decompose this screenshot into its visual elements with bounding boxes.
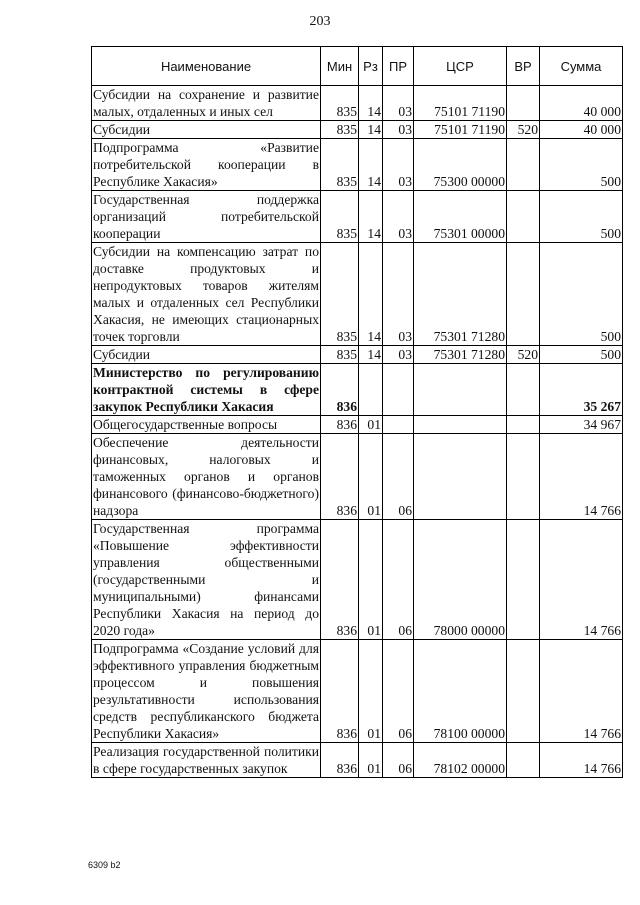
row-vr [507, 743, 540, 778]
row-name: Субсидии [92, 346, 321, 364]
table-header-row [92, 47, 623, 86]
row-name: Реализация государственной политики в сфере государственных закупок [93, 744, 319, 776]
header-sum: Сумма [540, 47, 623, 86]
table-row [92, 243, 623, 346]
table-row [92, 121, 623, 139]
row-min: 835 [321, 121, 359, 139]
row-pr: 06 [383, 520, 414, 640]
row-name: Подпрограмма «Создание условий для эффективного управления бюджетным процессом и повышения результативности использования средств республиканского бюджета Республики Хакасия» [93, 641, 319, 741]
row-min: 836 [321, 364, 359, 416]
table-row [92, 346, 623, 364]
row-csr [414, 434, 507, 520]
row-sum: 14 766 [540, 520, 623, 640]
row-name: Государственная поддержка организаций потребительской кооперации [93, 192, 319, 241]
row-vr [507, 416, 540, 434]
row-pr: 03 [383, 346, 414, 364]
row-pr: 03 [383, 121, 414, 139]
row-pr: 06 [383, 743, 414, 778]
row-min: 836 [321, 416, 359, 434]
row-sum: 34 967 [540, 416, 623, 434]
row-pr [383, 416, 414, 434]
footer-code: 6309 b2 [88, 860, 121, 870]
row-vr: 520 [507, 346, 540, 364]
row-csr: 78102 00000 [414, 743, 507, 778]
row-min: 836 [321, 743, 359, 778]
table-row [92, 434, 623, 520]
row-rz: 01 [359, 520, 383, 640]
header-vr: ВР [507, 47, 540, 86]
row-pr: 03 [383, 139, 414, 191]
row-rz: 14 [359, 191, 383, 243]
row-name: Общегосударственные вопросы [92, 416, 321, 434]
row-name: Подпрограмма «Развитие потребительской кооперации в Республике Хакасия» [93, 140, 319, 189]
table-row [92, 86, 623, 121]
table-row [92, 191, 623, 243]
row-vr: 520 [507, 121, 540, 139]
row-csr: 75301 71280 [414, 243, 507, 346]
row-min: 835 [321, 346, 359, 364]
row-vr [507, 364, 540, 416]
row-csr [414, 364, 507, 416]
row-rz [359, 364, 383, 416]
row-name: Обеспечение деятельности финансовых, налоговых и таможенных органов и органов финансового (финансово-бюджетного) надзора [93, 435, 319, 518]
row-min: 836 [321, 520, 359, 640]
row-pr [383, 364, 414, 416]
row-pr: 03 [383, 86, 414, 121]
header-min: Мин [321, 47, 359, 86]
row-vr [507, 191, 540, 243]
row-pr: 03 [383, 243, 414, 346]
row-sum: 40 000 [540, 86, 623, 121]
row-sum: 14 766 [540, 640, 623, 743]
row-rz: 01 [359, 416, 383, 434]
table-row [92, 743, 623, 778]
row-min: 835 [321, 191, 359, 243]
row-csr: 78100 00000 [414, 640, 507, 743]
row-sum: 500 [540, 191, 623, 243]
row-vr [507, 434, 540, 520]
row-vr [507, 86, 540, 121]
row-sum: 14 766 [540, 434, 623, 520]
row-rz: 01 [359, 743, 383, 778]
budget-table [91, 46, 623, 778]
header-name: Наименование [92, 47, 321, 86]
header-rz: Рз [359, 47, 383, 86]
row-csr: 75301 71280 [414, 346, 507, 364]
row-csr [414, 416, 507, 434]
table-row [92, 640, 623, 743]
header-csr: ЦСР [414, 47, 507, 86]
table-row [92, 416, 623, 434]
row-min: 836 [321, 434, 359, 520]
row-pr: 06 [383, 434, 414, 520]
row-name: Министерство по регулированию контрактной системы в сфере закупок Республики Хакасия [93, 365, 319, 414]
row-sum: 35 267 [540, 364, 623, 416]
table-row [92, 520, 623, 640]
row-vr [507, 243, 540, 346]
row-min: 835 [321, 139, 359, 191]
page-number: 203 [309, 14, 331, 29]
row-min: 835 [321, 243, 359, 346]
row-csr: 75101 71190 [414, 121, 507, 139]
row-rz: 14 [359, 243, 383, 346]
row-sum: 500 [540, 346, 623, 364]
table-row [92, 364, 623, 416]
row-csr: 75300 00000 [414, 139, 507, 191]
row-vr [507, 139, 540, 191]
row-rz: 14 [359, 86, 383, 121]
row-name: Субсидии на сохранение и развитие малых, отдаленных и иных сел [93, 87, 319, 119]
row-pr: 06 [383, 640, 414, 743]
header-pr: ПР [383, 47, 414, 86]
row-rz: 14 [359, 139, 383, 191]
row-pr: 03 [383, 191, 414, 243]
row-sum: 500 [540, 243, 623, 346]
row-vr [507, 640, 540, 743]
row-min: 835 [321, 86, 359, 121]
row-csr: 75301 00000 [414, 191, 507, 243]
table-body [92, 86, 623, 778]
row-rz: 14 [359, 346, 383, 364]
row-sum: 500 [540, 139, 623, 191]
row-name: Государственная программа «Повышение эффективности управления общественными (государственными и муниципальными) финансами Республики Хакасия на период до 2020 года» [93, 521, 319, 638]
row-csr: 78000 00000 [414, 520, 507, 640]
row-rz: 01 [359, 640, 383, 743]
row-name: Субсидии на компенсацию затрат по доставке продуктовых и непродуктовых товаров жителям малых и отдаленных сел Республики Хакасия, не имеющих стационарных точек торговли [93, 244, 319, 344]
row-name: Субсидии [92, 121, 321, 139]
row-sum: 40 000 [540, 121, 623, 139]
row-vr [507, 520, 540, 640]
row-csr: 75101 71190 [414, 86, 507, 121]
table-row [92, 139, 623, 191]
row-rz: 01 [359, 434, 383, 520]
row-rz: 14 [359, 121, 383, 139]
row-sum: 14 766 [540, 743, 623, 778]
row-min: 836 [321, 640, 359, 743]
